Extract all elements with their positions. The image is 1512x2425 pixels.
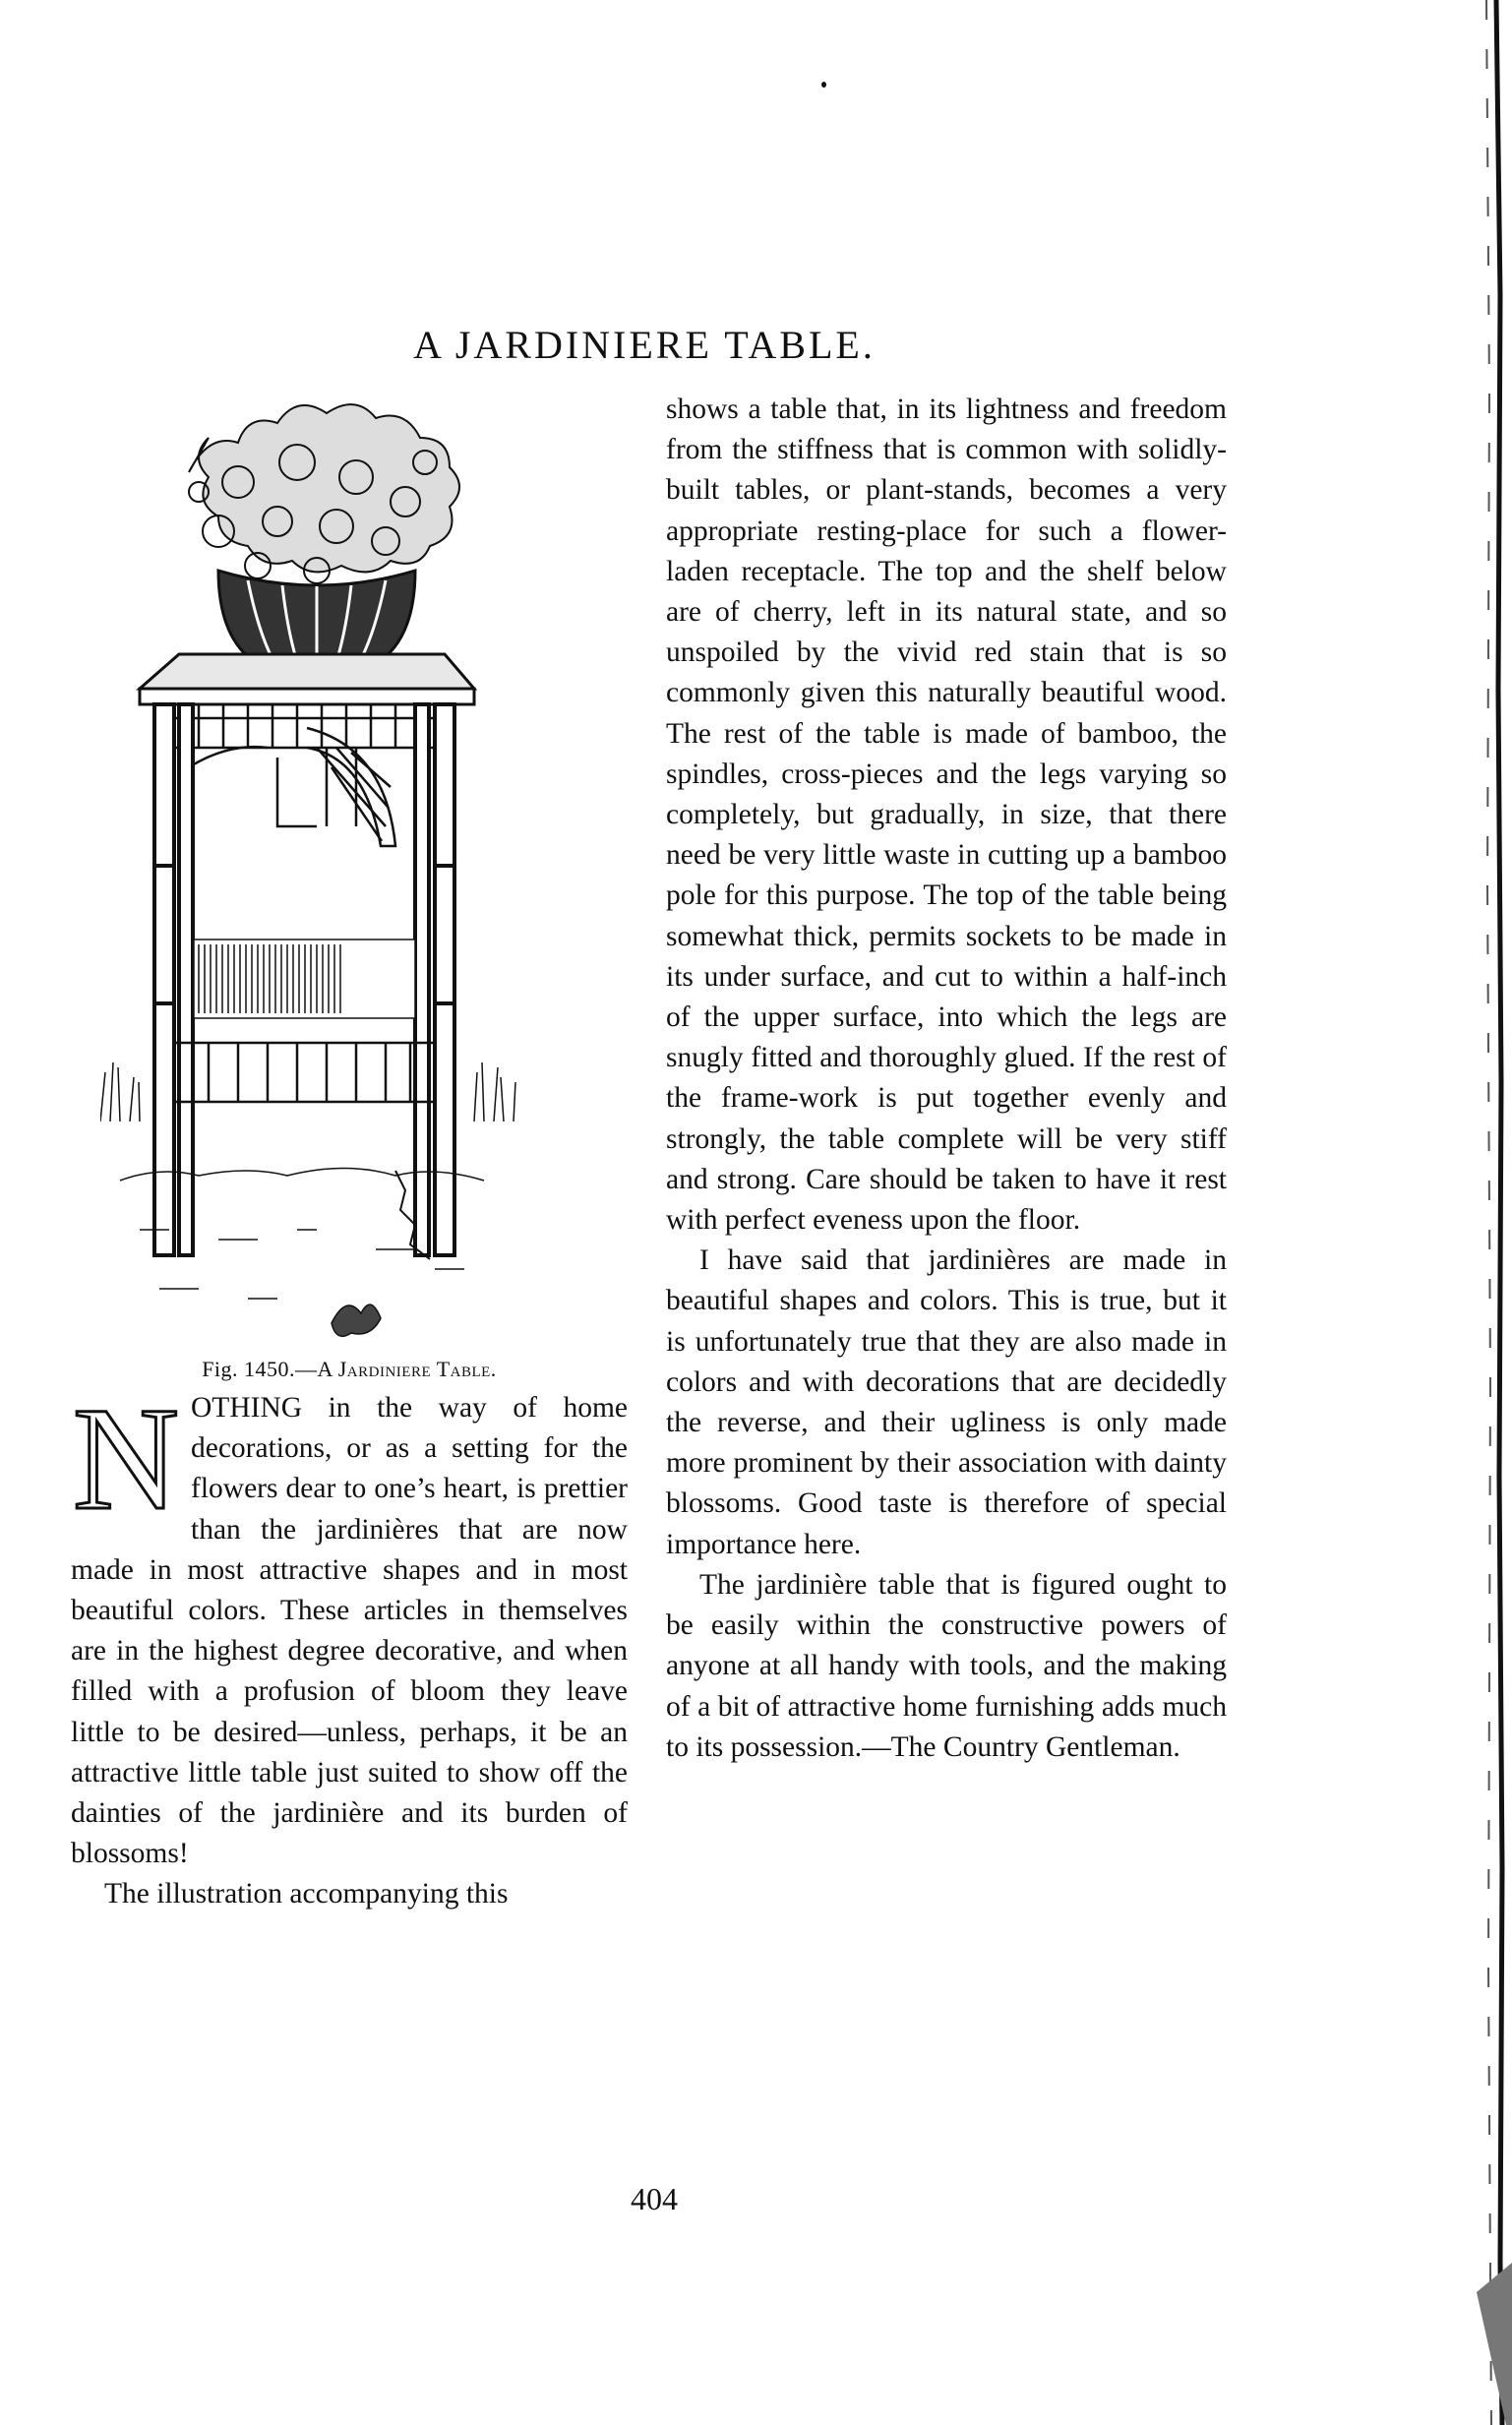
fan-bracket (189, 728, 395, 846)
table-top (140, 654, 474, 689)
middle-shelf (194, 940, 415, 1018)
decorative-initial-n (71, 1392, 181, 1526)
paragraph-4: The jardinière table that is figured ought to be easily within the constructive powers of anyone at all handy with tools, and the making of a bit of attractive home furnishing adds much to its possession.—The Country Gentleman. (666, 1568, 1227, 1763)
opening-paragraph: OTHING in the way of home decorations, or as a setting for the flowers dear to one’s heart, is prettier than the jardinières that are now made in most attractive shapes and in most beautiful colors. These articles in themselves are in the highest degree decorative, and when filled with a profusion of bloom they leave little to be desired—unless, perhaps, it be an attractive little table just suited to show off the dainties of the jardinière and its burden of blossoms! (71, 1392, 628, 1870)
print-speck (821, 82, 826, 88)
page-number: 404 (631, 2181, 678, 2216)
figure-caption (71, 1357, 628, 1382)
article-left-text (71, 1388, 628, 1915)
svg-text:N: N (72, 1392, 180, 1526)
page-title: A JARDINIERE TABLE. (413, 322, 876, 367)
jardiniere-pot (218, 571, 415, 664)
paragraph-2-start: The illustration accompanying this (104, 1878, 509, 1910)
upper-rail (159, 704, 454, 748)
paragraph-2-continued: shows a table that, in its lightness and freedom from the stiffness that is common with solidly-built tables, or plant-stands, becomes a very appropriate resting-place for such a flower-laden receptacle. The top and the shelf below are of cherry, left in its natural state, and so unspoiled by the vivid red stain that is so commonly given this naturally beautiful wood. The rest of the table is made of bamboo, the spindles, cross-pieces and the legs varying so completely, but gradually, in size, that there need be very little waste in cutting up a bamboo pole for this purpose. The top of the table being somewhat thick, permits sockets to be made in its under surface, and cut to within a half-inch of the upper surface, into which the legs are snugly fitted and thoroughly glued. If the rest of the frame-work is put together evenly and strongly, the table complete will be very stiff and strong. Care should be taken to have it rest with perfect eveness upon the floor. (666, 394, 1227, 1237)
flower-bloom-cluster (189, 404, 459, 583)
paragraph-3: I have said that jardinières are made in beautiful shapes and colors. This is true, but it is unfortunately true that they are also made in colors and with decorations that are decidedly the reverse, and their ugliness is only made more prominent by their association with dainty blossoms. Good taste is therefore of special importance here. (666, 1244, 1227, 1560)
article-right-text (666, 390, 1227, 1768)
left-column (71, 394, 628, 1915)
page-edge-scan-artifact (1457, 0, 1512, 2425)
lower-rail (174, 1043, 435, 1102)
figure-caption-number: Fig. 1450.— (202, 1357, 318, 1381)
right-column (666, 390, 1227, 1768)
jardiniere-table-illustration (100, 394, 622, 1363)
figure-caption-title: A Jardiniere Table. (317, 1357, 497, 1381)
